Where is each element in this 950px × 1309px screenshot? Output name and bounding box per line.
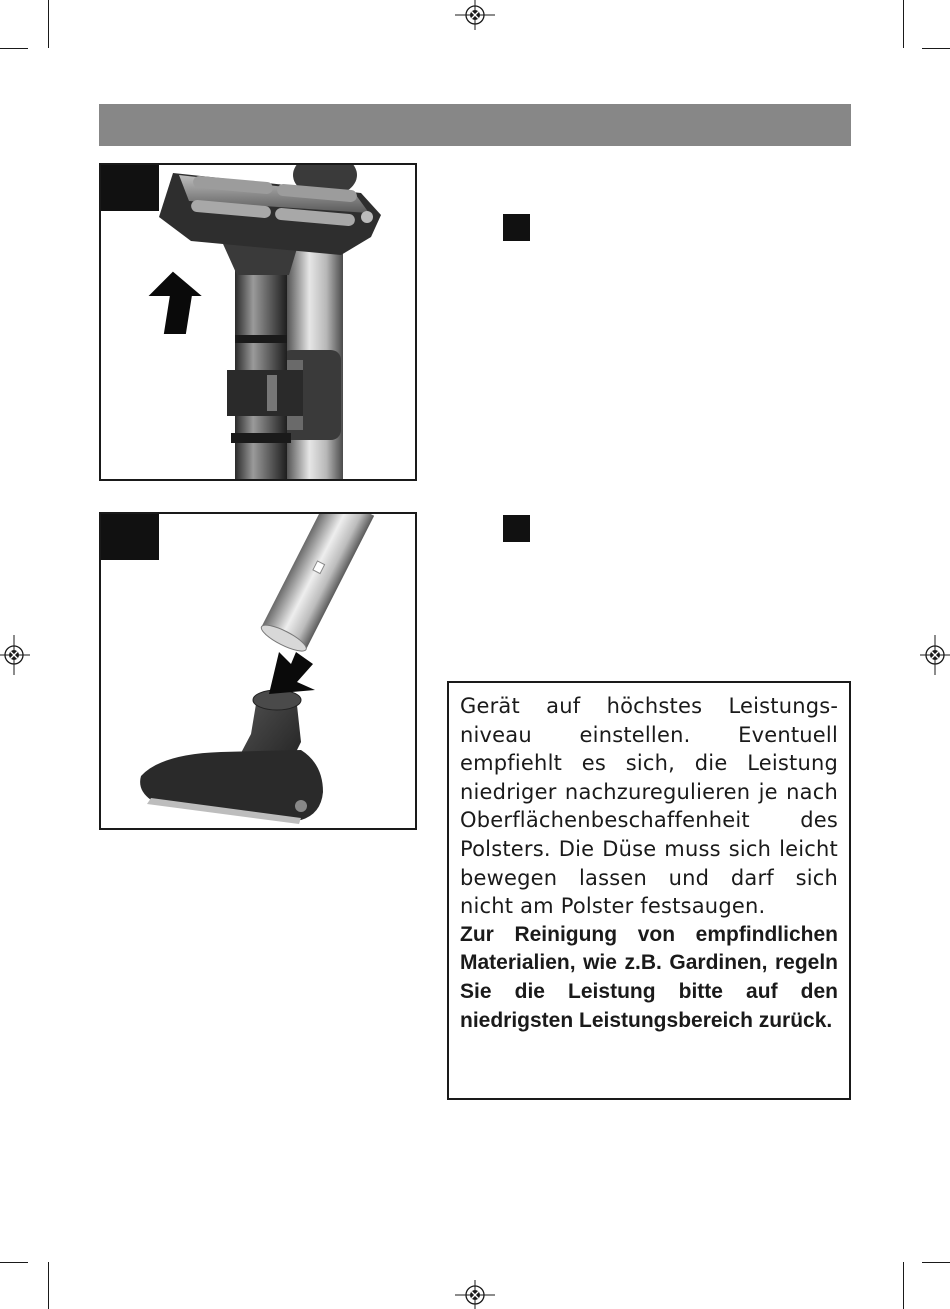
nozzle-storage-illustration xyxy=(101,165,415,479)
registration-crosshair-icon xyxy=(455,0,495,30)
crop-mark xyxy=(922,48,950,49)
attach-nozzle-illustration xyxy=(101,514,415,828)
figure-attach-nozzle xyxy=(99,512,417,830)
figure-nozzle-storage xyxy=(99,163,417,481)
registration-crosshair-icon xyxy=(0,635,30,675)
note-paragraph: Gerät auf höchstes Leistungsniveau einstellen. Eventuell empfiehlt es sich, die Leistung niedriger nachzuregulieren je nach Oberflächenbeschaffenheit des Polsters. Die Düse muss sich leicht bewegen lassen und darf sich nicht am Polster festsaugen. xyxy=(460,694,838,919)
note-box xyxy=(447,681,851,1100)
crop-mark xyxy=(903,1262,904,1309)
crop-mark xyxy=(0,48,28,49)
crop-mark xyxy=(903,0,904,48)
crop-mark xyxy=(48,1262,49,1309)
figure-tab xyxy=(101,514,159,560)
registration-crosshair-icon xyxy=(455,1280,495,1309)
arrow-up-icon xyxy=(151,273,199,333)
note-bold-paragraph: Zur Reinigung von empfindlichen Materialien, wie z.B. Gardinen, regeln Sie die Leistung bitte auf den niedrigsten Leistungsbereich zurück. xyxy=(460,922,838,1032)
arrow-down-icon xyxy=(269,652,315,694)
section-header-bar xyxy=(99,104,851,146)
figure-tab xyxy=(101,165,159,211)
crop-mark xyxy=(922,1262,950,1263)
crop-mark xyxy=(48,0,49,48)
crop-mark xyxy=(0,1262,28,1263)
step-marker xyxy=(503,515,530,542)
registration-crosshair-icon xyxy=(920,635,950,675)
step-marker xyxy=(503,214,530,241)
